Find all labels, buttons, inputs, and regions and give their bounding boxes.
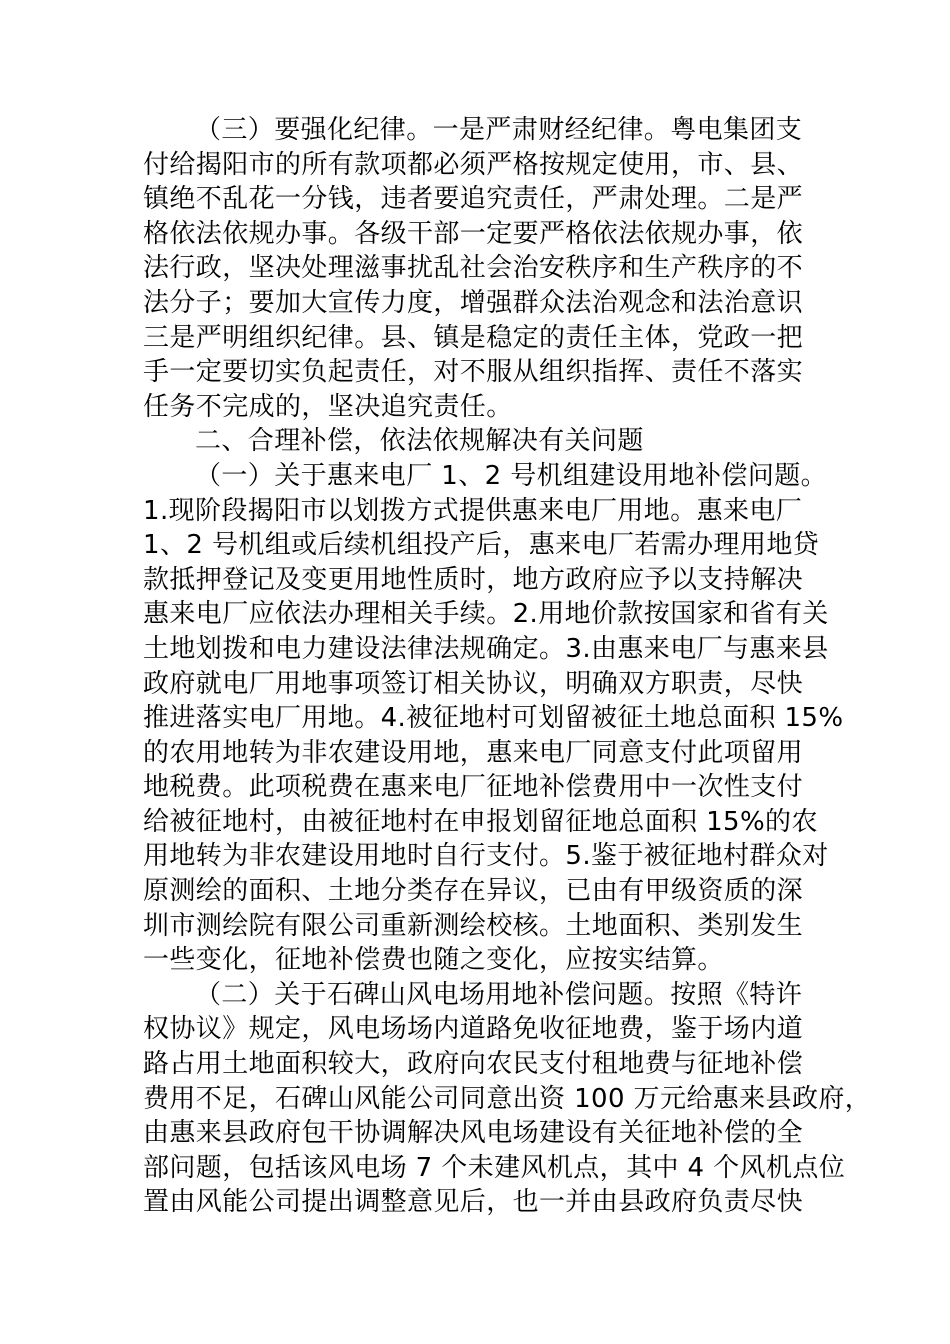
text-line: 手一定要切实负起责任，对不服从组织指挥、责任不落实 — [143, 357, 804, 388]
text-line: 费用不足，石碑山风能公司同意出资 100 万元给惠来县政府， — [143, 1083, 872, 1114]
text-line: 惠来电厂应依法办理相关手续。2.用地价款按国家和省有关 — [143, 599, 829, 630]
text-line: 1.现阶段揭阳市以划拨方式提供惠来电厂用地。惠来电厂 — [143, 495, 803, 526]
text-line: （三）要强化纪律。一是严肃财经纪律。粤电集团支 — [195, 115, 803, 145]
text-line: 付给揭阳市的所有款项都必须严格按规定使用，市、县、 — [143, 149, 804, 180]
text-line: 地税费。此项税费在惠来电厂征地补偿费用中一次性支付 — [143, 772, 804, 803]
document-body-text — [143, 113, 872, 1220]
text-line: （二）关于石碑山风电场用地补偿问题。按照《特许 — [195, 979, 803, 1010]
text-line: 法分子；要加大宣传力度，增强群众法治观念和法治意识 — [143, 287, 804, 318]
text-line: 任务不完成的，坚决追究责任。 — [143, 391, 513, 422]
text-line: 推进落实电厂用地。4.被征地村可划留被征土地总面积 15% — [143, 703, 844, 734]
text-line: 二、合理补偿，依法依规解决有关问题 — [195, 426, 644, 457]
text-line: 由惠来县政府包干协调解决风电场建设有关征地补偿的全 — [143, 1118, 804, 1149]
text-line: 的农用地转为非农建设用地，惠来电厂同意支付此项留用 — [143, 737, 804, 768]
text-line: 用地转为非农建设用地时自行支付。5.鉴于被征地村群众对 — [143, 841, 829, 872]
text-line: 路占用土地面积较大，政府向农民支付租地费与征地补偿 — [143, 1049, 804, 1080]
text-line: 款抵押登记及变更用地性质时，地方政府应予以支持解决 — [143, 564, 804, 595]
text-line: 镇绝不乱花一分钱，违者要追究责任，严肃处理。二是严 — [143, 184, 804, 215]
text-line: 一些变化，征地补偿费也随之变化，应按实结算。 — [143, 945, 724, 976]
text-line: 部问题，包括该风电场 7 个未建风机点，其中 4 个风机点位 — [143, 1152, 846, 1183]
text-line: 原测绘的面积、土地分类存在异议，已由有甲级资质的深 — [143, 876, 804, 907]
text-line: 三是严明组织纪律。县、镇是稳定的责任主体，党政一把 — [143, 322, 804, 353]
text-line: 给被征地村，由被征地村在申报划留征地总面积 15%的农 — [143, 806, 818, 837]
text-line: 土地划拨和电力建设法律法规确定。3.由惠来电厂与惠来县 — [143, 633, 829, 664]
text-line: 法行政，坚决处理滋事扰乱社会治安秩序和生产秩序的不 — [143, 253, 804, 284]
text-line: 置由风能公司提出调整意见后，也一并由县政府负责尽快 — [143, 1187, 804, 1218]
text-line: 1、2 号机组或后续机组投产后，惠来电厂若需办理用地贷 — [143, 530, 820, 561]
text-line: 格依法依规办事。各级干部一定要严格依法依规办事，依 — [143, 218, 804, 249]
text-line: 权协议》规定，风电场场内道路免收征地费，鉴于场内道 — [143, 1014, 804, 1045]
text-line: （一）关于惠来电厂 1、2 号机组建设用地补偿问题。 — [195, 460, 828, 491]
text-line: 政府就电厂用地事项签订相关协议，明确双方职责，尽快 — [143, 668, 804, 699]
text-line: 圳市测绘院有限公司重新测绘校核。土地面积、类别发生 — [143, 910, 804, 941]
